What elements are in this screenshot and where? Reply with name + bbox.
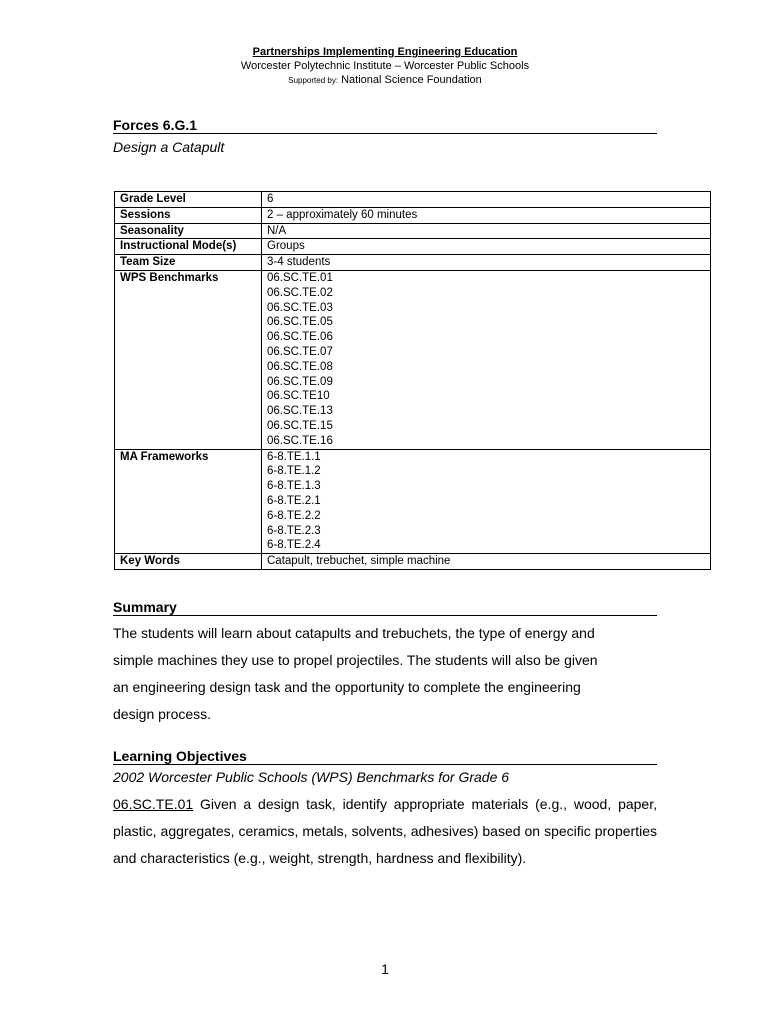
info-value: 6-8.TE.2.1 xyxy=(267,494,321,507)
info-row xyxy=(115,449,711,554)
info-value-cell xyxy=(262,554,711,570)
lesson-title: Forces 6.G.1 xyxy=(113,117,657,134)
info-row xyxy=(115,192,711,208)
info-value-cell xyxy=(262,239,711,255)
info-value: 06.SC.TE.02 xyxy=(267,286,333,299)
info-value: 06.SC.TE.06 xyxy=(267,331,333,344)
info-value: 6-8.TE.2.3 xyxy=(267,524,321,537)
summary-text xyxy=(113,620,657,728)
objective-text: Given a design task, identify appropriate materials (e.g., wood, paper, plastic, aggregates, ceramics, metals, solvents, adhesives) based on specific properties and characteristics (e.g., weight, strength, hardness and flexibility). xyxy=(113,796,657,866)
info-value: 06.SC.TE.03 xyxy=(267,301,333,314)
info-value-cell xyxy=(262,255,711,271)
info-value: 6-8.TE.2.2 xyxy=(267,509,321,522)
document-header xyxy=(0,45,770,88)
info-label: Key Words xyxy=(115,554,262,570)
support-line xyxy=(0,73,770,88)
learning-objectives-heading: Learning Objectives xyxy=(113,748,657,765)
info-label: Instructional Mode(s) xyxy=(115,239,262,255)
page-number: 1 xyxy=(381,961,389,977)
summary-heading: Summary xyxy=(113,599,657,616)
info-label: MA Frameworks xyxy=(115,449,262,554)
info-value-cell xyxy=(262,223,711,239)
summary-line: design process. xyxy=(113,706,212,722)
info-row xyxy=(115,554,711,570)
info-value-cell xyxy=(262,270,711,449)
info-value: 06.SC.TE.07 xyxy=(267,345,333,358)
info-value-cell xyxy=(262,207,711,223)
info-value: 3-4 students xyxy=(267,256,331,269)
info-value: 06.SC.TE10 xyxy=(267,390,330,403)
info-label: Sessions xyxy=(115,207,262,223)
info-row xyxy=(115,270,711,449)
info-value: 6 xyxy=(267,193,274,205)
info-value: 6-8.TE.2.4 xyxy=(267,539,321,552)
info-value: Groups xyxy=(267,240,305,253)
info-value: 06.SC.TE.09 xyxy=(267,375,333,388)
info-value: 06.SC.TE.16 xyxy=(267,434,333,447)
support-org: National Science Foundation xyxy=(341,74,482,86)
info-value: 2 – approximately 60 minutes xyxy=(267,208,418,221)
summary-line: an engineering design task and the opportunity to complete the engineering xyxy=(113,679,581,695)
info-label: Seasonality xyxy=(115,223,262,239)
info-label: WPS Benchmarks xyxy=(115,270,262,449)
institutions-line: Worcester Polytechnic Institute – Worcester Public Schools xyxy=(240,60,530,72)
info-value: 6-8.TE.1.3 xyxy=(267,480,321,493)
info-value: 06.SC.TE.01 xyxy=(267,271,333,284)
lesson-subtitle: Design a Catapult xyxy=(113,139,225,155)
objective-code: 06.SC.TE.01 xyxy=(113,796,194,812)
info-value: 06.SC.TE.13 xyxy=(267,405,333,418)
support-prefix: Supported by: xyxy=(288,76,339,85)
info-label: Grade Level xyxy=(115,192,262,208)
program-title: Partnerships Implementing Engineering Education xyxy=(252,46,518,58)
info-value: N/A xyxy=(267,224,287,237)
info-value-cell xyxy=(262,449,711,554)
summary-line: The students will learn about catapults and trebuchets, the type of energy and xyxy=(113,625,595,641)
info-label: Team Size xyxy=(115,255,262,271)
benchmarks-subheading: 2002 Worcester Public Schools (WPS) Benchmarks for Grade 6 xyxy=(113,769,510,785)
info-value: 06.SC.TE.05 xyxy=(267,316,333,329)
info-value: Catapult, trebuchet, simple machine xyxy=(267,555,451,568)
info-value: 06.SC.TE.15 xyxy=(267,419,333,432)
info-value: 6-8.TE.1.2 xyxy=(267,465,321,478)
lesson-info-table xyxy=(114,191,711,570)
info-row xyxy=(115,255,711,271)
info-row xyxy=(115,223,711,239)
info-row xyxy=(115,239,711,255)
info-value-cell xyxy=(262,192,711,208)
info-row xyxy=(115,207,711,223)
info-value: 06.SC.TE.08 xyxy=(267,360,333,373)
info-value: 6-8.TE.1.1 xyxy=(267,450,321,463)
summary-line: simple machines they use to propel projectiles. The students will also be given xyxy=(113,652,598,668)
objective-paragraph xyxy=(113,791,657,872)
